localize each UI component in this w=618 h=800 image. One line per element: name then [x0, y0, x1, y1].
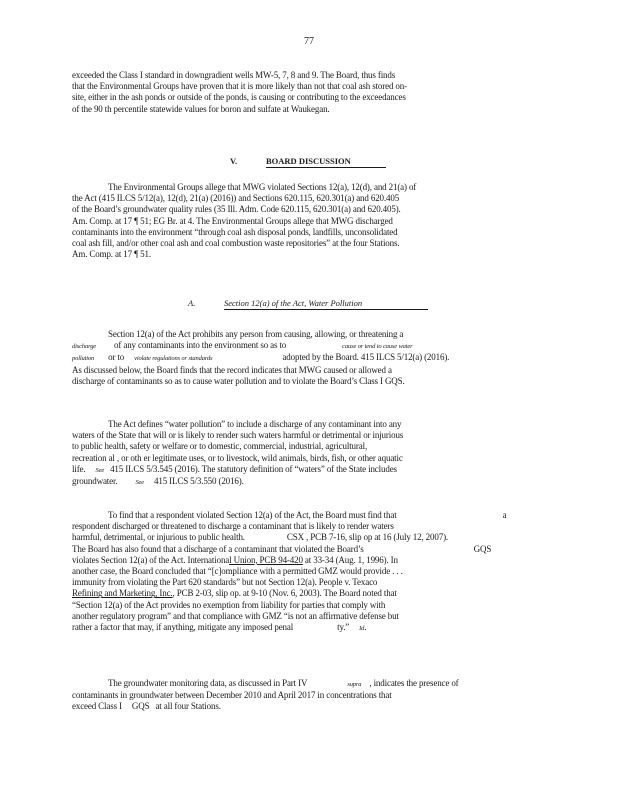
text-line: another case, the Board concluded that “[c]ompliance with a permitted GMZ would provide . . .: [72, 566, 403, 577]
text-run: GQS: [473, 543, 492, 554]
text-run: , PCB 2-03, slip op. at 9-10 (Nov. 6, 2003). The Board noted that: [172, 588, 397, 599]
italic-term: discharge: [72, 343, 97, 351]
paragraph-water-pollution-definition: [72, 419, 540, 488]
text-run: .: [364, 622, 367, 633]
text-run: , indicates the presence of: [369, 678, 459, 688]
text-line: Am. Comp. at 17 ¶ 51.: [72, 249, 151, 260]
text-run: 415 ILCS 5/3.545 (2016). The statutory definition of “waters” of the State includes: [110, 463, 397, 474]
text-line: waters of the State that will or is likely to render such waters harmful or detrimental or injurious: [72, 430, 404, 441]
text-line: [72, 340, 540, 352]
text-line: to public health, safety or welfare or to domestic, commercial, industrial, agricultural,: [72, 441, 368, 452]
text-run: harmful, detrimental, or injurious to public health.: [72, 532, 245, 543]
italic-term: cause or tend to cause water: [342, 343, 413, 351]
text-run: or to: [108, 352, 125, 363]
intro-paragraph: [72, 70, 540, 115]
case-name: l Union, PCB 94-420: [229, 554, 303, 565]
text-line: [72, 352, 540, 364]
text-line: Section 12(a) of the Act prohibits any person from causing, allowing, or threatening a: [108, 329, 404, 339]
text-line: of the Board’s groundwater quality rules (35 Ill. Adm. Code 620.115, 620.301(a) and 620.405).: [72, 204, 401, 215]
italic-term: violate regulations or standards: [134, 355, 213, 363]
text-line: [72, 588, 540, 599]
text-line: contaminants into the environment “through coal ash disposal ponds, landfills, unconsolidated: [72, 226, 398, 237]
text-line: [72, 701, 540, 712]
text-run: The groundwater monitoring data, as discussed in Part IV: [108, 678, 308, 688]
text-line: [72, 464, 540, 476]
text-run: 415 ILCS 5/3.550 (2016).: [154, 476, 244, 487]
text-run: The Board has also found that a discharge of a contaminant that violated the Board’s: [72, 543, 364, 554]
text-line: another regulatory program” and that compliance with GMZ “is not an affirmative defense but: [72, 610, 399, 621]
text-line: contaminants in groundwater between December 2010 and April 2017 in concentrations that: [72, 690, 392, 701]
text-line: [72, 476, 540, 488]
text-line: The Act defines “water pollution” to include a discharge of any contaminant into any: [108, 419, 402, 429]
paragraph-monitoring-data: [72, 678, 540, 713]
text-run: at 33-34 (Aug. 1, 1996). In: [302, 554, 398, 565]
text-run: GQS: [131, 701, 150, 712]
text-line: “Section 12(a) of the Act provides no exemption from liability for parties that comply with: [72, 599, 386, 610]
text-run: To find that a respondent violated Section 12(a) of the Act, the Board must find that: [108, 510, 397, 520]
italic-signal: See: [95, 466, 105, 474]
text-line: [72, 555, 540, 566]
text-line: respondent discharged or threatened to discharge a contaminant that is likely to render waters: [72, 521, 394, 532]
subsection-title: Section 12(a) of the Act, Water Pollution: [224, 298, 428, 310]
text-line: As discussed below, the Board finds that the record indicates that MWG caused or allowed a: [72, 364, 392, 375]
text-line: that the Environmental Groups have proven that it is more likely than not that coal ash stored on-: [72, 81, 407, 92]
text-run: at all four Stations.: [155, 701, 221, 712]
text-line: [72, 544, 540, 555]
section-number: V.: [230, 156, 238, 166]
text-run: exceed Class I: [72, 701, 122, 712]
case-citation: CSX , PCB 7-16, slip op at 16 (July 12, 2007).: [286, 532, 449, 543]
text-line: immunity from violating the Part 620 standards” but not Section 12(a). People v. Texaco: [72, 577, 378, 588]
text-line: site, either in the ash ponds or outside of the ponds, is causing or contributing to the exceedances: [72, 92, 406, 103]
text-run: rather a factor that may, if anything, mitigate any imposed penal: [72, 622, 294, 633]
text-run: violates Section 12(a) of the Act. Internationa: [72, 554, 230, 565]
text-run: groundwater.: [72, 476, 118, 487]
text-line: Am. Comp. at 17 ¶ 51; EG Br. at 4. The Environmental Groups allege that MWG discharged: [72, 215, 393, 226]
text-line: [72, 678, 540, 690]
text-line: [72, 532, 540, 543]
italic-signal: See: [135, 479, 145, 487]
text-run: life.: [72, 463, 86, 474]
text-line: recreation al , or oth er legitimate uses, or to livestock, wild animals, birds, fish, or other aquatic: [72, 452, 403, 463]
text-run: of any contaminants into the environment so as to: [114, 340, 287, 351]
text-run: adopted by the Board. 415 ILCS 5/12(a) (2016).: [282, 352, 450, 363]
paragraph-violation-standard: [72, 510, 540, 634]
text-line: coal ash fill, and/or other coal ash and coal combustion waste repositories” at the four Stations.: [72, 238, 400, 249]
text-line: discharge of contaminants so as to cause water pollution and to violate the Board’s Class I GQS.: [72, 375, 405, 386]
text-run: ty.”: [337, 622, 350, 633]
italic-signal: Id: [359, 625, 365, 633]
text-line: exceeded the Class I standard in downgradient wells MW-5, 7, 8 and 9. The Board, thus finds: [72, 70, 396, 80]
text-line: [72, 622, 540, 634]
text-line: the Act (415 ILCS 5/12(a), 12(d), 21(a) (2016)) and Sections 620.115, 620.301(a) and 620.405: [72, 193, 400, 204]
text-line: The Environmental Groups allege that MWG violated Sections 12(a), 12(d), and 21(a) of: [108, 182, 417, 192]
italic-term: pollution: [72, 355, 95, 363]
text-line: [72, 510, 540, 521]
case-name: Refining and Marketing, Inc.: [72, 588, 173, 599]
italic-signal: supra: [347, 681, 362, 688]
section-title: BOARD DISCUSSION: [266, 156, 386, 168]
text-line: of the 90 th percentile statewide values for boron and sulfate at Waukegan.: [72, 103, 330, 114]
page-number: 77: [304, 36, 314, 47]
text-run: a: [502, 510, 507, 520]
subsection-number: A.: [188, 298, 196, 308]
paragraph-allegations: [72, 182, 540, 260]
paragraph-section-12a: [72, 329, 540, 387]
